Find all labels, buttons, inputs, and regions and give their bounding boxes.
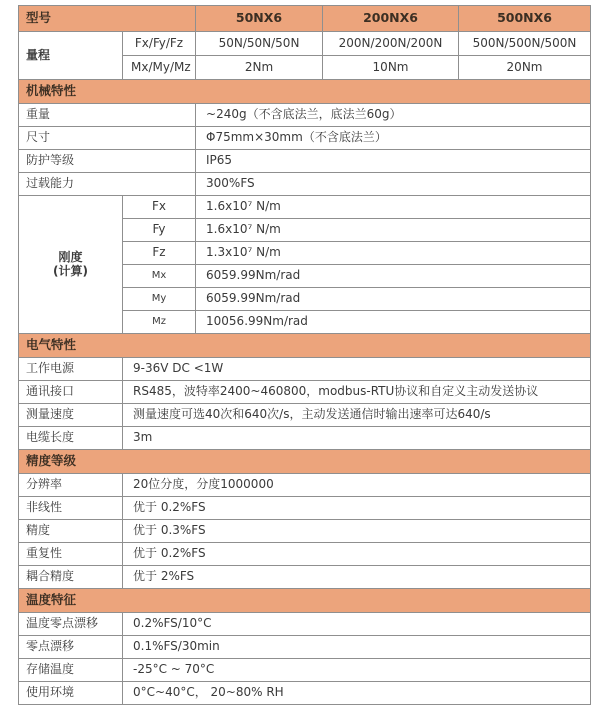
row-value-coupling-accuracy: 优于 2%FS [123,566,591,589]
stiffness-label-line1: 刚度 [58,249,83,264]
section-header-row-accuracy [19,450,591,474]
table-row [19,127,591,150]
row-label-communication-interface: 通讯接口 [19,381,123,404]
section-header-row-mechanical [19,80,591,104]
row-label-operating-environment: 使用环境 [19,682,123,705]
stiffness-value-fx: 1.6x10⁷ N/m [196,196,591,219]
row-value-communication-interface: RS485，波特率2400~460800，modbus-RTU协议和自定义主动发送协议 [123,381,591,404]
stiffness-row-fx [19,196,591,219]
row-label-zero-drift: 零点漂移 [19,636,123,659]
row-value-resolution: 20位分度，分度1000000 [123,474,591,497]
table-row [19,173,591,196]
stiffness-axis-fy: Fy [123,219,196,242]
row-label-repeatability: 重复性 [19,543,123,566]
row-label-resolution: 分辨率 [19,474,123,497]
table-row [19,613,591,636]
row-label-protection-rating: 防护等级 [19,150,196,173]
section-title-electrical: 电气特性 [19,334,591,358]
range-label: 量程 [19,32,123,80]
row-value-accuracy: 优于 0.3%FS [123,520,591,543]
row-value-measurement-speed: 测量速度可选40次和640次/s，主动发送通信时输出速率可达640/s [123,404,591,427]
model-header-label: 型号 [19,6,196,32]
row-value-power-supply: 9-36V DC <1W [123,358,591,381]
row-label-power-supply: 工作电源 [19,358,123,381]
table-row [19,404,591,427]
table-row [19,104,591,127]
stiffness-value-mz: 10056.99Nm/rad [196,311,591,334]
row-label-accuracy: 精度 [19,520,123,543]
stiffness-axis-mx: Mx [123,265,196,288]
row-label-dimensions: 尺寸 [19,127,196,150]
range-torque-axes-label: Mx/My/Mz [123,56,196,80]
row-value-repeatability: 优于 0.2%FS [123,543,591,566]
row-value-temp-zero-drift: 0.2%FS/10°C [123,613,591,636]
table-row [19,636,591,659]
table-row [19,497,591,520]
range-torque-value-2: 10Nm [323,56,459,80]
section-title-temperature: 温度特征 [19,589,591,613]
section-header-row-temperature [19,589,591,613]
row-label-storage-temperature: 存储温度 [19,659,123,682]
range-force-value-2: 200N/200N/200N [323,32,459,56]
table-row [19,566,591,589]
table-row [19,520,591,543]
range-force-value-1: 50N/50N/50N [196,32,323,56]
model-name-3: 500NX6 [459,6,591,32]
table-row [19,659,591,682]
row-value-weight: ~240g（不含底法兰，底法兰60g） [196,104,591,127]
row-label-temp-zero-drift: 温度零点漂移 [19,613,123,636]
stiffness-axis-my: My [123,288,196,311]
row-label-overload-capacity: 过载能力 [19,173,196,196]
table-row [19,543,591,566]
range-torque-value-3: 20Nm [459,56,591,80]
table-row [19,474,591,497]
row-label-nonlinearity: 非线性 [19,497,123,520]
stiffness-value-my: 6059.99Nm/rad [196,288,591,311]
row-value-protection-rating: IP65 [196,150,591,173]
section-header-row-electrical [19,334,591,358]
row-value-operating-environment: 0°C~40°C， 20~80% RH [123,682,591,705]
stiffness-label-line2: (计算) [53,263,88,278]
range-torque-value-1: 2Nm [196,56,323,80]
range-force-row [19,32,591,56]
table-row [19,150,591,173]
stiffness-value-fy: 1.6x10⁷ N/m [196,219,591,242]
row-value-overload-capacity: 300%FS [196,173,591,196]
stiffness-group-label [19,196,123,334]
table-row [19,381,591,404]
stiffness-axis-fz: Fz [123,242,196,265]
row-value-nonlinearity: 优于 0.2%FS [123,497,591,520]
row-value-cable-length: 3m [123,427,591,450]
stiffness-axis-fx: Fx [123,196,196,219]
stiffness-axis-mz: Mz [123,311,196,334]
model-header-row [19,6,591,32]
range-force-axes-label: Fx/Fy/Fz [123,32,196,56]
section-title-mechanical: 机械特性 [19,80,591,104]
row-value-dimensions: Φ75mm×30mm（不含底法兰） [196,127,591,150]
row-label-measurement-speed: 测量速度 [19,404,123,427]
row-label-cable-length: 电缆长度 [19,427,123,450]
row-value-zero-drift: 0.1%FS/30min [123,636,591,659]
spec-table [18,5,591,705]
stiffness-value-fz: 1.3x10⁷ N/m [196,242,591,265]
table-row [19,427,591,450]
table-row [19,358,591,381]
row-value-storage-temperature: -25°C ~ 70°C [123,659,591,682]
row-label-weight: 重量 [19,104,196,127]
table-row [19,682,591,705]
model-name-1: 50NX6 [196,6,323,32]
row-label-coupling-accuracy: 耦合精度 [19,566,123,589]
section-title-accuracy: 精度等级 [19,450,591,474]
stiffness-value-mx: 6059.99Nm/rad [196,265,591,288]
range-force-value-3: 500N/500N/500N [459,32,591,56]
model-name-2: 200NX6 [323,6,459,32]
